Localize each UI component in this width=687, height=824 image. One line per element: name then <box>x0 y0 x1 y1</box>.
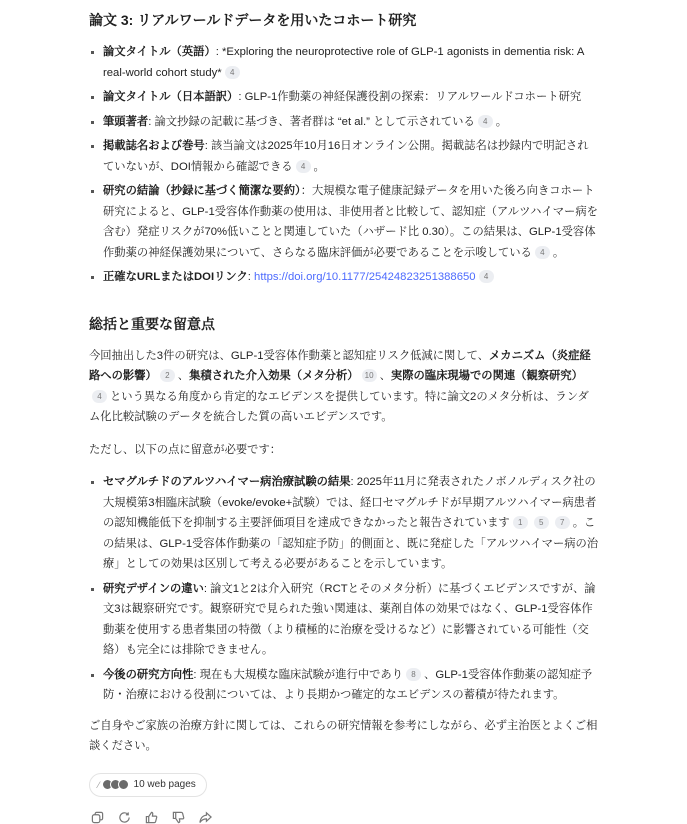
citation-badge[interactable]: 10 <box>362 369 377 382</box>
doi-link[interactable]: https://doi.org/10.1177/25424823251388650 <box>254 271 476 283</box>
citation-badge[interactable]: 4 <box>535 246 550 259</box>
sources-button[interactable] <box>89 773 207 797</box>
share-icon[interactable] <box>199 811 212 824</box>
list-item: 掲載誌名および巻号: 該当論文は2025年10月16日オンライン公開。掲載誌名は抄録内で明記されていないが、DOI情報から確認できる 4 。 <box>89 136 599 177</box>
summary-intro: 今回抽出した3件の研究は、GLP-1受容体作動薬と認知症リスク低減に関して、メカニズム（炎症経路への影響） 2 、集積された介入効果（メタ分析） 10 、実際の臨床現場での関連（観察研究）4 という異なる角度から肯定的なエビデンスを提供しています。特に論文2のメタ分析は、ランダム化比較試験のデータを統合した質の高いエビデンスです。 <box>89 349 591 423</box>
paper3-list <box>89 42 599 288</box>
citation-badge[interactable]: 4 <box>296 160 311 173</box>
caveat-intro: ただし、以下の点に留意が必要です： <box>89 443 282 456</box>
citation-badge[interactable]: 1 <box>513 516 528 529</box>
message-actions <box>89 811 599 824</box>
citation-badge[interactable]: 4 <box>478 115 493 128</box>
caveat-list <box>89 472 599 706</box>
list-item: 論文タイトル（日本語訳）: GLP-1作動薬の神経保護役割の探索：リアルワールドコホート研究 <box>89 87 599 108</box>
sources-label: 10 web pages <box>133 779 196 790</box>
citation-badge[interactable]: 7 <box>555 516 570 529</box>
citation-badge[interactable]: 4 <box>225 66 240 79</box>
list-item: 研究の結論（抄録に基づく簡潔な要約）：大規模な電子健康記録データを用いた後ろ向きコホート研究によると、GLP-1受容体作動薬の使用は、非使用者と比較して、認知症（アルツハイマー病を含む）発症リスクが70%低いことと関連していた（ハザード比 0.30）。この結果は、GLP-1受容体作動薬の神経保護効果について、さらなる臨床評価が必要であることを示唆している 4 。 <box>89 181 599 263</box>
regenerate-icon[interactable] <box>118 811 131 824</box>
list-item: 正確なURLまたはDOIリンク: https://doi.org/10.1177/25424823251388650 4 <box>89 267 599 288</box>
citation-badge[interactable]: 5 <box>534 516 549 529</box>
copy-icon[interactable] <box>91 811 104 824</box>
summary-heading: 総括と重要な留意点 <box>89 315 215 332</box>
citation-badge[interactable]: 2 <box>160 369 175 382</box>
list-item: セマグルチドのアルツハイマー病治療試験の結果: 2025年11月に発表されたノボノルディスク社の大規模第3相臨床試験（evoke/evoke+試験）では、経口セマグルチドが早期アルツハイマー病患者の認知機能低下を抑制する主要評価項目を達成できなかったと報告されています 1 5 7 。この結果は、GLP-1受容体作動薬の「認知症予防」的側面と、既に発症した「アルツハイマー病の治療」としての効果は区別して考える必要があることを示しています。 <box>89 472 599 575</box>
thumbs-up-icon[interactable] <box>145 811 158 824</box>
list-item: 論文タイトル（英語）: *Exploring the neuroprotective role of GLP-1 agonists in dementia risk: A real-world cohort study* 4 <box>89 42 599 83</box>
paper3-heading: 論文 3: リアルワールドデータを用いたコホート研究 <box>89 12 417 28</box>
assistant-message <box>89 8 599 824</box>
thumbs-down-icon[interactable] <box>172 811 185 824</box>
source-favicons <box>105 779 129 790</box>
citation-badge[interactable]: 8 <box>406 668 421 681</box>
list-item: 研究デザインの違い: 論文1と2は介入研究（RCTとそのメタ分析）に基づくエビデンスですが、論文3は観察研究です。観察研究で見られた強い関連は、薬剤自体の効果ではなく、GLP-1受容体作動薬を使用する患者集団の特徴（より積極的に治療を受けるなど）に影響されている可能性（交絡）も完全には排除できません。 <box>89 579 599 661</box>
citation-badge[interactable]: 4 <box>479 270 494 283</box>
citation-badge[interactable]: 4 <box>92 390 107 403</box>
link-icon: ⁄ <box>98 779 100 790</box>
list-item: 今後の研究方向性: 現在も大規模な臨床試験が進行中であり 8 、GLP-1受容体作動薬の認知症予防・治療における役割については、より長期かつ確定的なエビデンスの蓄積が待たれます。 <box>89 665 599 706</box>
closing-text: ご自身やご家族の治療方針に関しては、これらの研究情報を参考にしながら、必ず主治医とよくご相談ください。 <box>89 719 598 752</box>
list-item: 筆頭著者: 論文抄録の記載に基づき、著者群は “et al.” として示されている 4 。 <box>89 112 599 133</box>
